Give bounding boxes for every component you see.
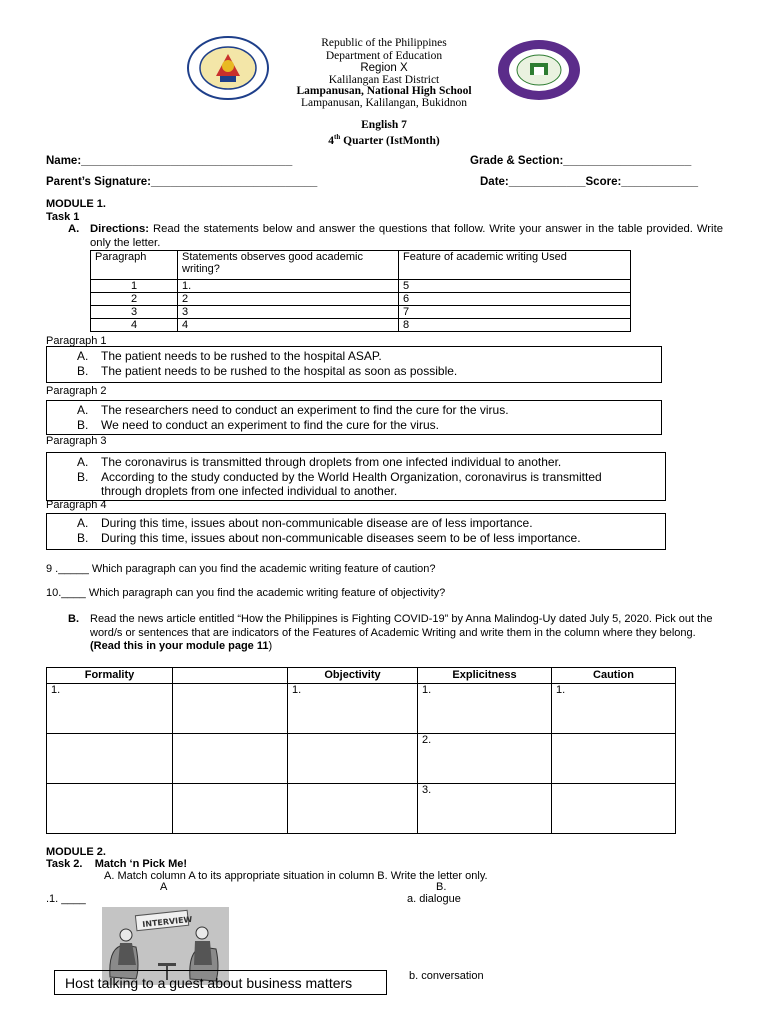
table-cell[interactable]: 1. <box>418 684 552 734</box>
header-republic: Republic of the Philippines <box>321 37 447 49</box>
option-b: B. During this time, issues about non-communicable diseases seem to be of less importance. <box>77 530 581 545</box>
table-row <box>47 684 676 734</box>
column-header-blank <box>173 668 288 684</box>
table-cell[interactable] <box>552 734 676 784</box>
paragraph-4-label: Paragraph 4 <box>46 499 107 511</box>
answer-table <box>90 250 631 332</box>
part-b-instructions: Read the news article entitled “How the Philippines is Fighting COVID-19” by Anna Malindog-Uy dated July 5, 2020. Pick out the word/s or sentences that are indicators of the Features of Academic Writing and write them in the column where they belong.(Read this in your module page 11) <box>90 613 713 652</box>
paragraph-1-box <box>46 346 662 383</box>
task1-title: Task 1 <box>46 211 80 223</box>
column-header-caution: Caution <box>552 668 676 684</box>
option-a: A. During this time, issues about non-communicable disease are of less importance. <box>77 516 533 530</box>
table-cell[interactable]: 3 <box>178 306 399 319</box>
option-a: A. The patient needs to be rushed to the hospital ASAP. <box>77 349 382 363</box>
column-header-formality: Formality <box>47 668 173 684</box>
table-cell[interactable]: 7 <box>399 306 631 319</box>
parent-signature-field[interactable]: Parent’s Signature:__________________________ <box>46 176 318 188</box>
table-cell[interactable]: 5 <box>399 280 631 293</box>
table-cell[interactable]: 1. <box>288 684 418 734</box>
table-cell[interactable]: 1. <box>552 684 676 734</box>
table-row <box>91 293 631 306</box>
caption-box <box>54 970 387 995</box>
caption-text: Host talking to a guest about business matters <box>65 975 353 991</box>
header-district: Kalilangan East District <box>328 74 440 86</box>
table-cell[interactable]: 2 <box>178 293 399 306</box>
table-row <box>91 280 631 293</box>
name-field[interactable]: Name:_________________________________ <box>46 155 293 167</box>
option-a: A. The coronavirus is transmitted through droplets from one infected individual to another. <box>77 455 562 469</box>
part-b-letter: B. <box>68 613 79 625</box>
table-cell: 1 <box>91 280 178 293</box>
table-cell[interactable]: 4 <box>178 319 399 332</box>
header-subject: English 7 <box>361 119 407 131</box>
paragraph-4-box <box>46 513 666 550</box>
question-9[interactable]: 9 ._____ Which paragraph can you find the academic writing feature of caution? <box>46 563 436 575</box>
table-cell: 2 <box>91 293 178 306</box>
option-b-conversation: b. conversation <box>409 970 484 982</box>
table-cell[interactable] <box>173 684 288 734</box>
paragraph-3-label: Paragraph 3 <box>46 435 107 447</box>
paragraph-2-box <box>46 400 662 435</box>
table-row <box>47 734 676 784</box>
option-b: B. According to the study conducted by the World Health Organization, coronavirus is transmitted through droplets from one infected individual to another. <box>77 469 602 498</box>
table-cell: 4 <box>91 319 178 332</box>
task2-instruction: A. Match column A to its appropriate situation in column B. Write the letter only. <box>104 870 488 882</box>
header-region: Region X <box>360 62 408 74</box>
header-school: Lampanusan, National High School <box>296 85 472 97</box>
paragraph-3-box <box>46 452 666 501</box>
table-row <box>91 306 631 319</box>
table-cell[interactable]: 2. <box>418 734 552 784</box>
table-cell[interactable] <box>288 784 418 834</box>
module1-title: MODULE 1. <box>46 198 106 210</box>
header-quarter: 4th Quarter (IstMonth) <box>328 133 440 147</box>
column-header-objectivity: Objectivity <box>288 668 418 684</box>
table-cell[interactable] <box>552 784 676 834</box>
table-cell[interactable]: 6 <box>399 293 631 306</box>
option-a: A. The researchers need to conduct an experiment to find the cure for the virus. <box>77 403 509 417</box>
header-department: Department of Education <box>325 50 443 62</box>
table-cell[interactable] <box>47 734 173 784</box>
table-header: Feature of academic writing Used <box>399 251 631 280</box>
table-cell[interactable]: 3. <box>418 784 552 834</box>
table-cell[interactable] <box>173 734 288 784</box>
table-header: Statements observes good academic writing? <box>178 251 399 280</box>
task2-title: Task 2. Match ‘n Pick Me! <box>46 858 188 870</box>
table-row <box>91 319 631 332</box>
directions: A. Directions: Read the statements below and answer the questions that follow. Write your answer in the table provided. Write only the letter. <box>68 223 723 249</box>
table-cell[interactable] <box>173 784 288 834</box>
table-cell[interactable]: 1. <box>178 280 399 293</box>
option-b: B. The patient needs to be rushed to the hospital as soon as possible. <box>77 363 458 378</box>
paragraph-2-label: Paragraph 2 <box>46 385 107 397</box>
column-header-explicitness: Explicitness <box>418 668 552 684</box>
table-row <box>47 784 676 834</box>
paragraph-1-label: Paragraph 1 <box>46 335 107 347</box>
features-table <box>46 667 676 834</box>
grade-section-field[interactable]: Grade & Section:____________________ <box>470 155 692 167</box>
table-cell[interactable]: 8 <box>399 319 631 332</box>
table-cell: 3 <box>91 306 178 319</box>
table-cell[interactable] <box>288 734 418 784</box>
interview-sign-text: INTERVIEW <box>141 914 193 930</box>
header-address: Lampanusan, Kalilangan, Bukidnon <box>300 97 468 109</box>
table-header: Paragraph <box>91 251 178 280</box>
table-cell[interactable]: 1. <box>47 684 173 734</box>
column-a-label: A <box>160 881 168 893</box>
module2-title: MODULE 2. <box>46 846 106 858</box>
table-cell[interactable] <box>47 784 173 834</box>
item-1-blank[interactable]: .1. ____ <box>46 893 86 905</box>
question-10[interactable]: 10.____ Which paragraph can you find the academic writing feature of objectivity? <box>46 587 446 599</box>
option-a-dialogue: a. dialogue <box>407 893 461 905</box>
option-b: B. We need to conduct an experiment to find the cure for the virus. <box>77 417 439 432</box>
column-b-label: B. <box>436 881 447 893</box>
date-score-field[interactable]: Date:____________Score:____________ <box>480 176 699 188</box>
